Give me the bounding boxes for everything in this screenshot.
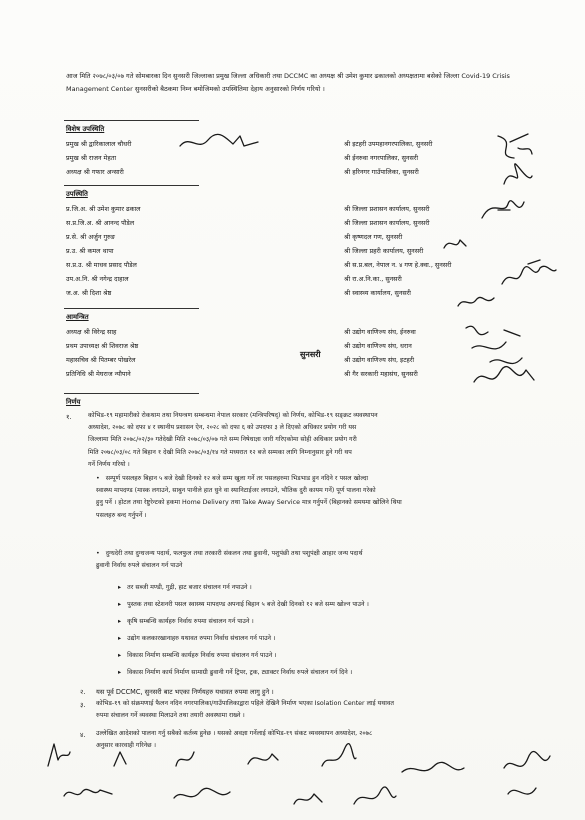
attendee-name: महासचिव श्री पितम्बर पोखरेल (66, 356, 136, 364)
attendee-name: प्रतिनिधि श्री मेघराज न्यौपाने (66, 370, 131, 378)
attendee-office: श्री स्वास्थ्य कार्यालय, सुनसरी (344, 289, 411, 297)
intro-paragraph: आज मिति २०७८/०३/०७ गते सोमबारका दिन सुनसरी जिल्लाका प्रमुख जिल्ला अधिकारी तथा DCCMC का अध्यक्ष श्री उमेश कुमार ढकालको अध्यक्षतामा बसेको जिल्ला Covid-19 Crisis Management Center सुनसरीको बैठकमा निम्न बमोजिमको उपस्थितिमा देहाय अनुसारको निर्णय गरियो । (66, 72, 510, 93)
decision-heading: निर्णय (66, 398, 81, 406)
attendee-office: श्री जिल्ला प्रशासन कार्यालय, सुनसरी (344, 219, 430, 227)
signature (498, 160, 538, 194)
text-line: अनुसार कारवाही गरिनेछ । (96, 742, 156, 750)
signature (350, 784, 400, 810)
attendee-row (66, 153, 526, 163)
attendee-office: श्री ईनरुवा नगरपालिका, सुनसरी (344, 154, 419, 162)
text-line: रुपमा संचालन गर्ने व्यवस्था मिलाउने तथा तयारी अवस्थामा राख्ने । (96, 712, 245, 720)
attendee-row (66, 260, 526, 270)
attendee-name: प्र.से. श्री अर्जुन गुरुङ (66, 233, 115, 241)
signature (244, 744, 282, 772)
text-line: पसलहरु बन्द गर्नुपर्ने । (96, 511, 147, 519)
decision-item-2: यस पूर्व DCCMC, सुनसरी बाट भएका निर्णयहरु यथावत रुपमा लागु हुने । (96, 688, 274, 696)
text-line: कोभिड-१९ को संक्रमणाई फैलन नदिन नगरपालिका/गाउँपालिकाद्वारा पहिले देखिनै निर्माण भएका Isolation Center लाई यथावत (96, 700, 395, 707)
signature (478, 196, 528, 226)
attendee-name: उप.अ.नि. श्री नगेन्द्र दाहाल (66, 275, 129, 283)
attendee-row (66, 139, 526, 149)
text-line: उल्लेखित आदेशको पालना गर्नु सबैको कर्तव्य हुनेछ । यसको अवज्ञा गर्नेलाई कोभिड-१९ संकट व्यवस्थापन अध्यादेश, २०७८ (96, 730, 373, 737)
attendee-name: प्रमुख श्री द्वारिकालाल चौधरी (66, 140, 132, 148)
decision-item-4 (96, 728, 526, 752)
signature (318, 744, 358, 774)
text-line: • दुग्धदेरी तथा दुग्धजन्य पदार्थ, फलफुल तथा तरकारी संकलन तथा ढुवानी, पशुपंछी तथा पशुपंक्षी आहार जन्य पदार्थ (96, 548, 528, 560)
text-line: जिल्लामा मिति २०७८/०२/३० गतेदेखी मिति २०७८/०३/०७ गते सम्म निषेधाज्ञा जारी गरिएकोमा सोही अधिकार प्रयोग गरी (88, 436, 357, 444)
attendee-office: श्री रा.अ.नि.का., सुनसरी (344, 275, 402, 283)
text-line: अध्यादेश, २०७८ को दफा ४ र स्थानीय प्रशासन ऐन, २०२८ को दफा ६ को उपदफा ३ ले दिएको अधिकार प्रयोग गरी यस (88, 424, 357, 432)
text-line: • सम्पूर्ण पसलहरु बिहान ५ बजे देखी दिनको १२ बजे सम्म खुला गर्ने तर पसलहरुमा भिडभाड हुन नदिने र पसल खोल्दा (96, 473, 528, 485)
item-number: २. (80, 688, 86, 696)
decision-bullet-2 (96, 548, 528, 572)
attendee-name: प्रथम उपाध्यक्ष श्री शिवराज श्रेष्ठ (66, 342, 139, 350)
sub-list-item: ▸ तर सब्जी मण्डी, गुद्री, हाट बजार संचालन गर्न नपाउने । (118, 582, 252, 591)
attendee-name: स.प्र.जि.अ. श्री आनन्द पौडेल (66, 219, 135, 227)
invited-heading: आमन्त्रित (66, 313, 89, 321)
signature (498, 748, 558, 814)
attendee-name: स.प्र.उ. श्री माधव प्रसाद पौडेल (66, 261, 137, 269)
decision-item-3 (96, 698, 526, 722)
signature (470, 360, 540, 394)
attendee-name: प्र.उ. श्री कमल थापा (66, 247, 114, 255)
attendee-name: ज.अ. श्री दिशा श्रेष्ठ (66, 289, 112, 297)
text-line: स्वास्थ्य मापदण्ड (मास्क लगाउने, साबुन पानीले हात धुने वा स्यानिटाईजर लगाउने, भौतिक दुरी कायम गर्ने) पूर्ण पालना गरेको (96, 487, 376, 495)
decision-bullet-1 (96, 473, 528, 522)
attendee-row (66, 355, 526, 365)
attendee-office: श्री गैर सरकारी महासंघ, सुनसरी (344, 370, 418, 378)
text-line: मिति २०७८/०३/०८ गते बिहान १ देखी मिति २०७८/०३/१४ गते मध्यरात १२ बजे सम्मका लागि निम्नानुसार हुने गरी थप (88, 448, 352, 456)
attendee-office: श्री कृष्णदल गण, सुनसरी (344, 233, 403, 241)
signature (44, 740, 74, 770)
signature (290, 786, 330, 810)
sub-list-item: ▸ विकास निर्माण सम्बन्धि कार्यहरु निर्वाध रुपमा संचालन गर्न पाउने । (118, 650, 277, 659)
signature (60, 784, 120, 804)
text-line: गर्ने निर्णय गरियो । (88, 460, 130, 468)
signature (456, 292, 500, 312)
item-number: १. (66, 413, 72, 421)
signature (178, 130, 268, 154)
sub-list-item: ▸ उद्योग कलकारखानाहरु यथावत रुपमा निर्वाध संचालन गर्न पाउने । (118, 633, 275, 642)
item-number: ३. (80, 701, 86, 709)
attendee-office: श्री हरिनगर गाउँपालिका, सुनसरी (344, 168, 419, 176)
attendee-row (66, 341, 526, 351)
sub-list-item: ▸ पुस्तक तथा स्टेशनरी पसल स्वास्थ्य मापदण्ड अपनाई बिहान ५ बजे देखी दिनको १२ बजे सम्म खोल्न पाउने । (118, 599, 369, 608)
present-heading: उपस्थिति (66, 190, 88, 198)
text-line: हुनु पर्ने । होटल तथा रेष्टुरेन्टको हकमा Home Delivery तथा Take Away Service मात्र गर्नुपर्ने (बिहानको समयमा खोलिने थिया (96, 499, 402, 507)
special-heading: विशेष उपस्थिति (66, 125, 105, 133)
attendee-office: श्री उद्योग वाणिज्य संघ, इटहरी (344, 356, 415, 364)
attendee-row (66, 369, 526, 379)
attendee-name: अध्यक्ष श्री गफार अन्सारी (66, 168, 124, 176)
section-divider (64, 393, 199, 404)
attendee-row (66, 204, 526, 214)
signature (172, 744, 202, 772)
sub-list-item: ▸ विकास निर्माण कार्य निर्माण सामाग्री ढुवानी गर्ने ट्रिपर, ट्रक, ट्याक्टर निर्वाध रुपले संचालन गर्न दिने । (118, 667, 352, 676)
signature (110, 748, 134, 770)
signature (170, 784, 240, 806)
attendee-office: श्री इटहरी उपमहानगरपालिका, सुनसरी (344, 140, 433, 148)
attendee-office: श्री जिल्ला प्रहरी कार्यालय, सुनसरी (344, 247, 424, 255)
attendee-name: अध्यक्ष श्री विरेन्द्र साह (66, 328, 117, 336)
stamp-text: सुनसरी (300, 350, 321, 359)
attendee-name: प्र.जि.अ. श्री उमेश कुमार ढकाल (66, 205, 141, 213)
text-line: कोभिड-१९ महामारीको रोकथाम तथा नियन्त्रण सम्बन्धमा नेपाल सरकार (मन्त्रिपरिषद्) को निर्णय, कोभिड-१९ सङ्क्रट व्यवस्थापन (88, 412, 378, 419)
attendee-office: श्री उद्योग वाणिज्य संघ, धरान (344, 342, 412, 350)
text-line: ढुवानी निर्वाध रुपले संचालन गर्न पाउने (96, 562, 183, 570)
signature (440, 232, 470, 254)
attendee-office: श्री उद्योग वाणिज्य संघ, ईनरुवा (344, 328, 416, 336)
attendee-name: प्रमुख श्री राजन मेहता (66, 154, 117, 162)
attendee-row (66, 327, 526, 337)
attendee-office: श्री स.प्र.बल, नेपाल न. ४ गण हे.क्वा., सुनसरी (344, 261, 452, 269)
attendee-row (66, 167, 526, 177)
attendee-row (66, 274, 526, 284)
attendee-row (66, 218, 526, 228)
signature (500, 258, 560, 294)
item-number: ४. (80, 731, 86, 739)
sub-list-item: ▸ कृषि सम्बन्धि कार्यहरु निर्वाध रुपमा संचालन गर्न पाउने । (118, 616, 254, 625)
decision-item-1 (88, 410, 528, 471)
signature (400, 758, 470, 784)
attendee-office: श्री जिल्ला प्रशासन कार्यालय, सुनसरी (344, 205, 430, 213)
